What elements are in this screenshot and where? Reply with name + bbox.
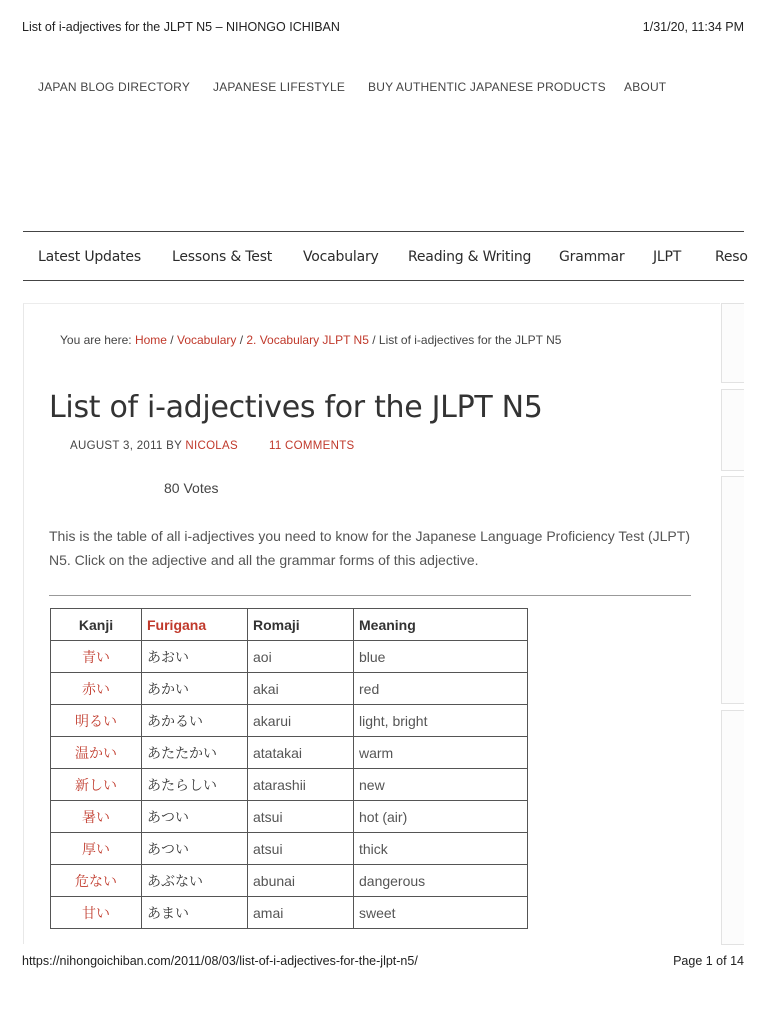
table-row [51,705,528,737]
sidebar-strip [721,303,744,943]
furigana-cell: あぶない [142,865,248,897]
sidebar-widget [721,389,744,471]
nav-item-resources[interactable]: Reso [715,249,748,265]
print-page-number: Page 1 of 14 [673,954,744,968]
kanji-cell-link[interactable]: 厚い [51,833,142,865]
column-header-meaning: Meaning [354,609,528,641]
romaji-cell: abunai [248,865,354,897]
nav-item-vocabulary[interactable]: Vocabulary [303,249,379,265]
post-author-link[interactable]: NICOLAS [185,440,238,452]
furigana-cell: あかるい [142,705,248,737]
meaning-cell: new [354,769,528,801]
print-url: https://nihongoichiban.com/2011/08/03/list-of-i-adjectives-for-the-jlpt-n5/ [22,954,418,968]
main-nav [23,231,748,281]
table-row [51,769,528,801]
breadcrumb-vocabulary-link[interactable]: Vocabulary [176,333,237,347]
sidebar-widget [721,710,744,945]
column-header-romaji: Romaji [248,609,354,641]
kanji-cell-link[interactable]: 明るい [51,705,142,737]
furigana-cell: あかい [142,673,248,705]
table-row [51,673,528,705]
print-header [22,20,744,38]
nav-item-reading-writing[interactable]: Reading & Writing [408,249,532,265]
post-comments-link[interactable]: 11 COMMENTS [269,440,355,452]
post-by: BY [162,440,186,452]
breadcrumb-separator: / [368,333,379,347]
nav-item-latest-updates[interactable]: Latest Updates [38,249,141,265]
table-row [51,897,528,929]
table-row [51,801,528,833]
romaji-cell: amai [248,897,354,929]
meaning-cell: sweet [354,897,528,929]
furigana-cell: あつい [142,801,248,833]
sidebar-widget [721,476,744,704]
breadcrumb-current: List of i-adjectives for the JLPT N5 [378,333,562,347]
kanji-cell-link[interactable]: 青い [51,641,142,673]
column-header-furigana: Furigana [142,609,248,641]
kanji-cell-link[interactable]: 温かい [51,737,142,769]
meaning-cell: thick [354,833,528,865]
meaning-cell: red [354,673,528,705]
kanji-cell-link[interactable]: 危ない [51,865,142,897]
intro-paragraph: This is the table of all i-adjectives you need to know for the Japanese Language Proficiency Test (JLPT) N5. Click on the adjective and all the grammar forms of this adjective. [49,528,690,568]
table-row [51,641,528,673]
meaning-cell: blue [354,641,528,673]
meaning-cell: dangerous [354,865,528,897]
nav-item-lessons-test[interactable]: Lessons & Test [172,249,273,265]
table-row [51,737,528,769]
meaning-cell: hot (air) [354,801,528,833]
print-date: 1/31/20, 11:34 PM [642,20,744,34]
breadcrumb-vocabulary-n5-link[interactable]: 2. Vocabulary JLPT N5 [246,333,369,347]
kanji-cell-link[interactable]: 新しい [51,769,142,801]
breadcrumb-separator: / [236,333,247,347]
print-page-title: List of i-adjectives for the JLPT N5 – NIHONGO ICHIBAN [22,20,340,34]
table-row [51,865,528,897]
top-menu-item-about[interactable]: ABOUT [624,80,667,94]
furigana-cell: あつい [142,833,248,865]
sidebar-widget [721,303,744,383]
post-meta [70,440,355,452]
breadcrumb-home-link[interactable]: Home [134,333,167,347]
meaning-cell: light, bright [354,705,528,737]
breadcrumb-prefix: You are here: [60,333,135,347]
divider [49,595,691,596]
column-header-kanji: Kanji [51,609,142,641]
post-date: AUGUST 3, 2011 [70,440,163,452]
romaji-cell: akarui [248,705,354,737]
breadcrumb [60,333,561,347]
kanji-cell-link[interactable]: 暑い [51,801,142,833]
page-title: List of i-adjectives for the JLPT N5 [49,390,543,425]
top-menu-item-buy-products[interactable]: BUY AUTHENTIC JAPANESE PRODUCTS [368,80,606,94]
table-header-row [51,609,528,641]
romaji-cell: atsui [248,801,354,833]
nav-item-grammar[interactable]: Grammar [559,249,625,265]
romaji-cell: akai [248,673,354,705]
meaning-cell: warm [354,737,528,769]
adjectives-table [50,608,528,929]
furigana-cell: あたたかい [142,737,248,769]
vote-count: 80 Votes [164,480,219,496]
furigana-cell: あおい [142,641,248,673]
nav-item-jlpt[interactable]: JLPT [653,249,682,265]
romaji-cell: atarashii [248,769,354,801]
kanji-cell-link[interactable]: 甘い [51,897,142,929]
romaji-cell: atatakai [248,737,354,769]
breadcrumb-separator: / [166,333,177,347]
kanji-cell-link[interactable]: 赤い [51,673,142,705]
top-menu-item-japanese-lifestyle[interactable]: JAPANESE LIFESTYLE [213,80,346,94]
top-menu-item-japan-blog-directory[interactable]: JAPAN BLOG DIRECTORY [38,80,191,94]
table-row [51,833,528,865]
romaji-cell: aoi [248,641,354,673]
furigana-cell: あまい [142,897,248,929]
furigana-cell: あたらしい [142,769,248,801]
romaji-cell: atsui [248,833,354,865]
